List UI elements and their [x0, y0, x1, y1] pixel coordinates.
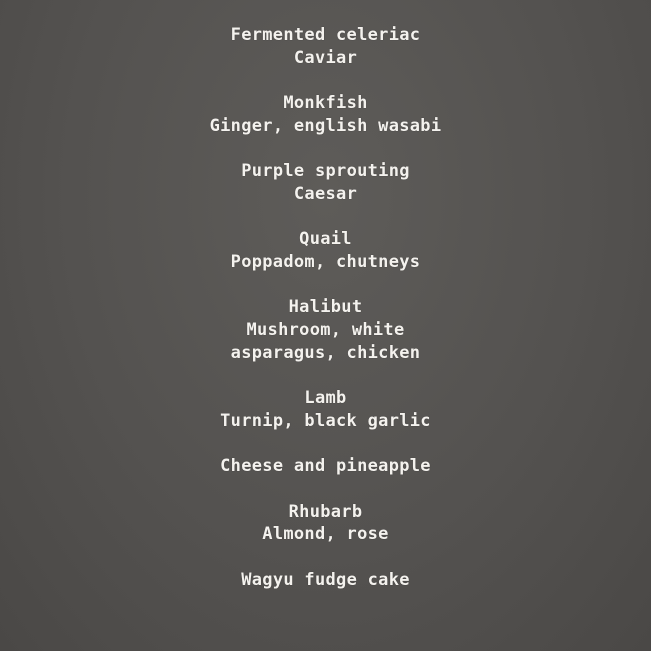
course-description: Caviar [293, 47, 358, 68]
course-quail [0, 228, 651, 273]
course-halibut [0, 296, 651, 364]
course-description: Ginger, english wasabi [209, 115, 442, 136]
course-title: Quail [299, 229, 352, 250]
course-title: Monkfish [283, 93, 368, 114]
course-rhubarb [0, 501, 651, 546]
course-title: Rhubarb [288, 501, 363, 522]
course-wagyu-fudge-cake [0, 569, 651, 592]
course-lamb [0, 387, 651, 432]
course-description-continued: asparagus, chicken [230, 342, 421, 363]
course-title: Halibut [288, 297, 363, 318]
course-monkfish [0, 92, 651, 137]
course-title: Wagyu fudge cake [241, 569, 410, 590]
course-title: Lamb [304, 388, 347, 409]
tasting-menu [0, 24, 651, 591]
course-title: Fermented celeriac [230, 25, 421, 45]
course-description: Almond, rose [262, 524, 389, 545]
course-fermented-celeriac [0, 24, 651, 69]
course-title: Cheese and pineapple [220, 456, 431, 477]
course-description: Mushroom, white [246, 320, 405, 341]
course-purple-sprouting [0, 160, 651, 205]
course-cheese-and-pineapple [0, 455, 651, 478]
course-description: Turnip, black garlic [220, 410, 431, 431]
course-description: Caesar [293, 183, 358, 204]
course-description: Poppadom, chutneys [230, 251, 421, 272]
course-title: Purple sprouting [241, 161, 410, 182]
